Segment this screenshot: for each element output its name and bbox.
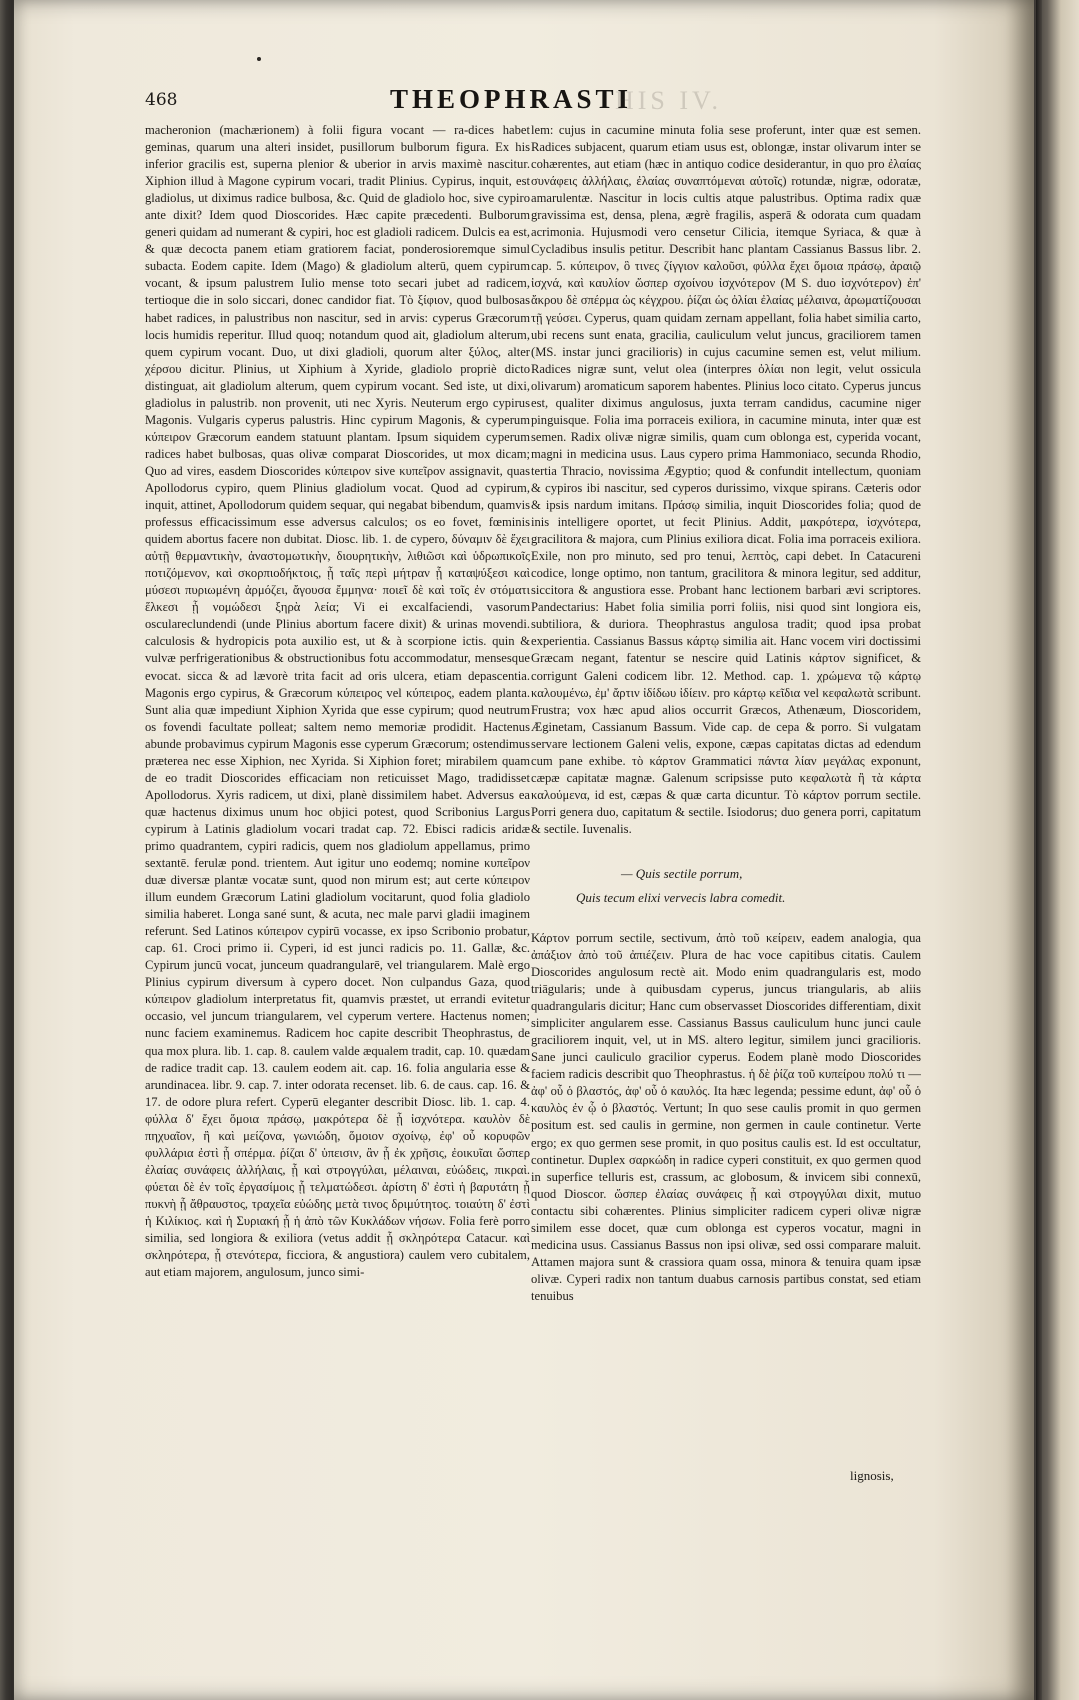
verse-line: — Quis sectile porrum,: [621, 865, 743, 881]
show-through-text: HIS IV.: [615, 86, 722, 115]
left-column-text: macheronion (machærionem) à folii figura vocant — ra-dices habet geminas, quarum una alteri insidet, pusillorum bulborum figura. Ex his inferior gracilis est, superna plenior & uberior in arvis maximè nascitur. Xiphion illud à Magone cypirum vocari, tradit Plinius. Cypirus, inquit, est gladiolus, ut diximus radice bulbosa, &c. Quid de gladiolo hoc, sive cypiro ante dixit? Idem quod Dioscorides. Hæc capite præcedenti. Bulborum generi quidam ad numerant & cypiri, hoc est gladioli radicem. Dulcis ea est, & quæ decocta panem etiam gratiorem faciat, ponderosioremque simul subacta. Eodem capite. Idem (Mago) & gladiolum alterū, quem cypirum vocant, & ipsum palustrem Iulio mense toto secari jubet ad radicem, tertioque die in solo siccari, donec candidor fiat. Τὸ ξίφιον, quod bulbosas habet radices, in palustribus non nascitur, sed in arvis: cyperus Græcorum locis humidis reperitur. Illud quoq; notandum quod ait, gladiolum alterum, quem cypirum vocant. Duo, ut dixi gladioli, quorum alter ξύλος, alter χέρσου dicitur. Plinius, ut Xiphium à Xyride, gladiolo propriè dicto distinguat, ait gladiolum alterum, quem cypirum vocant. Sed iste, ut dixi, gladiolus in palustrib. non provenit, uti nec Xyris. Neuterum ergo cypirus Magonis. Vulgaris cyperus palustris. Hinc cypirum Magonis, & cyperum κύπειρον Græcorum eandem statuunt plantam. Ipsum siquidem cyperum radices habet bulbosas, quas olivæ comparat Dioscorides, ut mox dicam; Quo ad vires, easdem Dioscorides κύπειρον sive κυπεῖρον assignavit, quas Apollodorus cypiro, quem Plinius gladiolum vocat. Quod ad cypirum, inquit, attinet, Apollodorum quidem sequar, qui negabat bibendum, quamvis professus efficacissimum esse adversus calculos; os eo fovet, fœminis quidem abortus facere non dubitat. Diosc. lib. 1. de cypero, δύναμιν δὲ ἔχει αὐτῇ θερμαντικὴν, ἀναστομωτικὴν, διουρητικὴν, λιθιῶσι καὶ ὑδρωπικοῖς ποτιζόμενον, καὶ σκορπιοδήκτοις, ᾗ ταῖς περὶ μήτραν ᾗ καταψύξεσι καὶ μύσεσι πυριωμένη ἀρμόζει, ἄγουσα ἔμμηνα· ποιεῖ δὲ καὶ τοῖς ἐν στόματι ἕλκεσι ᾗ νομώδεσι ξηρὰ λεία; Vi ei excalfaciendi, vasorum osculareclundendi (unde Plinius abortum facere dixit) & urinas movendi. calculosis & hydropicis pota auxilio est, ut & à scorpione ictis. quin & vulvæ perfrigerationibus & obstructionibus fotu accommodatur, mensesque evocat. sicca & ad lævorè trita facit ad oris ulcera, etiam depascentia. Magonis ergo cypirus, & Græcorum κύπειρος vel κύπειρος, eadem planta. Sunt alia quæ impediunt Xiphion Xyrida que esse cypirum; quod neutrum os fovendi facultate polleat; saltem nemo memoriæ prodidit. Hactenus abunde probavimus cypirum Magonis esse cyperum Græcorum; ostendimus præterea nec esse Xiphion, nec Xyrida. Si Xiphion foret; mirabilem quam de eo tradit Dioscorides efficaciam non reticuisset Mago, tradidisset Apollodorus. Xyris radicem, ut dixi, planè dissimilem habet. Adversus ea quæ hactenus diximus unum hoc objici potest, quod Scribonius Largus cypirum à Latinis gladiolum vocari tradat cap. 72. Ebisci radicis aridæ primo quadrantem, cypiri radicis, quem nos gladiolum appellamus, primo sextantē. ferulæ pond. trientem. Aut igitur uno eodemq; nomine κυπεῖρον duæ diversæ plantæ vocatæ sunt, quod non mirum est; aut certe κύπειρον illum eundem Græcorum Latini gladiolum vocitarunt, quod folia gladiolo similia haberet. Longa sané sunt, & acuta, nec male parvi gladii imaginem referunt. Sed Latinos κύπειρον cypirū vocasse, ex ipso Scribonio probatur, cap. 61. Croci primo ii. Cyperi, id est junci radicis po. 11. Gallæ, &c. Cypirum juncū vocat, junceum quadrangularē, vel triangularem. Malè ergo Plinius cypirum diversum à cypero docet. Non culpandus Gaza, quod κύπειρον gladiolum interpretatus fit, quamvis præstet, ut errandi evitetur occasio, vel juncum triangularem, vel cyperum vertere. Hactenus nomen; nunc faciem examinemus. Radicem hoc capite describit Theophrastus, de qua mox plura. lib. 1. cap. 8. caulem valde æqualem tradit, cap. 10. quædam de radice tradit cap. 13. caulem eodem ait. cap. 16. folia angularia esse & arundinacea. libr. 9. cap. 7. inter odorata recenset. lib. 6. de caus. cap. 16. & 17. de odore plura refert. Cyperū eleganter describit Diosc. lib. 1. cap. 4. φύλλα δ' ἔχει ὅμοια πράσῳ, μακρότερα δὲ ᾗ ἰσχνότερα. καυλὸν δὲ πηχυαῖον, ἢ καὶ μείζονα, γωνιώδη, ὅμοιον σχοίνῳ, ἐφ' οὗ κορυφῶν φυλλάρια ἐστὶ ᾗ σπέρμα. ῥίζαι δ' ὑπεισιν, ἂν ᾗ ἐκ χρῆσις, ἐοικυῖαι ὥσπερ ἐλαίας συνάφεις ἀλλήλαις, ᾗ καὶ στρογγύλαι, μέλαιναι, εὐώδεις, πικραὶ. φύεται δὲ ἐν τοῖς ἐργασίμοις ᾗ τελματώδεσι. ἀρίστη δ' ἐστὶ ἡ βαρυτάτη ᾗ πυκνὴ ᾗ ἄθραυστος, τραχεῖα εὐώδης μετὰ τινος δριμύτητος. τοιαύτη δ' ἐστὶ ἡ Κιλίκιος. καὶ ἡ Συριακή ᾗ ἡ ἀπὸ τῶν Κυκλάδων νήσων. Folia ferè porro similia, sed longiora & exiliora (vetus addit ᾗ σκληρότερα Catacur. καὶ σκληρότερα, ᾗ στενότερα, ficciora, & angustiora) caulem vero cubitalem, aut etiam majorem, angulosum, junco simi-: [145, 123, 530, 1280]
running-title: THEOPHRASTI: [390, 84, 633, 114]
catchword: lignosis,: [850, 1468, 894, 1483]
right-column-text-before: lem: cujus in cacumine minuta folia sese proferunt, inter quæ est semen. Radices subjacent, quarum etiam usus est, oblongæ, instar olivarum inter se cohærentes, aut etiam (hæc in antiquo codice desiderantur, in quo pro ἐλαίας συνάφεις ἀλλήλαις, ἐλαίας συναπτόμεναι αὐτοῖς) rotundæ, nigræ, odoratæ, amarulentæ. Nascitur in locis cultis atque palustribus. Optima radix quæ gravissima est, densa, plena, ægrè fragilis, asperā & odorata cum quadam acrimonia. Hujusmodi vero censetur Cilicia, itemque Syriaca, & quæ à Cycladibus insulis petitur. Describit hanc plantam Cassianus Bassus libr. 2. cap. 5. κύπειρον, ὃ τινες ζίγγιον καλοῦσι, φύλλα ἔχει ὅμοια πράσῳ, ἀραιῷ ἰσχνά, καὶ καυλίον ὥσπερ σχοίνου ἰσχνότερον (M S. duo ἰσχνότερον) ἐπ' ἄκρου δὲ σπέρμα ὡς κέγχρου. ῥίζαι ὡς ὀλίαι ἐλαίας μέλαινα, ἀρωματίζουσαι τῇ γεύσει. Cyperus, quam quidam zernam appellant, folia habet similia carto, ubi recens sunt enata, gracilia, cauliculum velut juncus, graciliorem tamen (MS. instar junci gracilioris) in cujus cacumine semen est, velut milium. Radices nigræ sunt, velut olea (interpres ὀλίαι non legit, velut ossicula olivarum) aromaticum saporem habentes. Plinius loco citato. Cyperus juncus est, qualiter diximus angulosus, juxta terram candidus, cacumine niger pinguisque. Folia ima porraceis exiliora, in cacumine minuta, inter quæ est semen. Radix olivæ nigræ similis, quam cum oblonga est, cyperida vocant, magni in medicina usus. Laus cypero prima Hammoniaco, secunda Rhodio, tertia Thracio, novissima Ægyptio; quod & confundit intellectum, quoniam & cypiros ibi nascitur, sed cyperos durissimo, vixque spirans. Cæteris odor & ipsis nardum imitans. Πράσῳ similia, inquit Dioscorides folia; quod de inis intelligere oportet, ut fecit Plinius. Addit, μακρότερα, ἰσχνότερα, gracilitora & majora, cum Plinius exiliora dicat. Folia ima porraceis exiliora. Exile, non pro minuto, sed pro tenui, λεπτὸς, capi debet. In Catacureni codice, longe optimo, non tantum, gracilitora & minora legitur, sed additur, siccitora & angustiora esse. Probant hanc lectionem barbari ævi scriptores. Pandectarius: Habet folia similia porri foliis, nisi quod sint longiora eis, subtiliora, & duriora. Theophrastus angulosa tradit; quod ipsa probat experientia. Cassianus Bassus κάρτῳ similia ait. Hanc vocem viri doctissimi Græcam negant, fatentur se nescire quid Latinis κάρτον significet, & corrigunt Galeni codicem libr. 12. Method. cap. 1. χρώμενα τῷ κάρτῳ καλουμένω, ἐμ' ἄρτιν ἰδίδωυ ἰδίειν. pro κάρτῳ κεῖδια vel κεφαλωτὰ scribunt. Frustra; vox hæc apud alios occurrit Græcos, Athenæum, Dioscoridem, Æginetam, Cassianum Bassum. Vide cap. de cepa & porro. Si vulgatam servare lectionem Galeni velis, expone, cæpas capitatas dictas ad edendum cum pane exhibe. τὸ κάρτον Grammatici πάντα λίαν μεγάλας exponunt, cæpæ capitatæ magnæ. Galenum scripsisse puto κεφαλωτὰ ἢ τὰ κάρτα καλούμενα, id est, cæpas & quæ carta dicuntur. Τὸ κάρτον porrum sectile. Porri genera duo, capitatum & sectile. Isiodorus; duo genera porri, capitatum & sectile. Iuvenalis.: [531, 123, 921, 836]
right-text-column: [531, 122, 921, 1452]
verse-line: Quis tecum elixi vervecis labra comedit.: [576, 889, 786, 905]
running-head: [145, 86, 985, 120]
page-number: 468: [145, 90, 178, 110]
ink-dot: [257, 57, 261, 61]
gutter-shadow: [1036, 0, 1042, 1700]
right-column-text-after: Κάρτον porrum sectile, sectivum, ἀπὸ τοῦ κείρειν, eadem analogia, qua ἀπάξιον ἀπὸ τοῦ ἀπιέζειν. Plura de hac voce capitibus citatis. Caulem Dioscorides angulosum rectè ait. Modo enim quadrangularis est, modo triāgularis; unde à quibusdam cyperus, juncus triangularis, ab aliis quadrangularis dicitur; Hanc cum observasset Dioscorides differentiam, dixit simpliciter angularem esse. Cassianus Bassus cauliculum hunc junci caule graciliorem inquit, vel, ut in MS. altero legitur, similem junci gracilioris. Sane junci cauliculo gracilior cyperus. Eodem planè modo Dioscorides faciem radicis describit quo Theophrastus. ἡ δὲ ῥίζα τοῦ κυπείρου πολύ τι — ἀφ' οὗ ὁ βλαστός, ἀφ' οὗ ὁ καυλός. Ita hæc legenda; pessime edunt, ἀφ' οὗ ὁ καυλὸς ἐν ᾧ ὁ βλαστός. Vertunt; In quo sese caulis promit in quo germen positum est. sed caulis in germine, non germen in caule continetur. Verte ergo; ex quo germen sese promit, in quo positus caulis est. Id est occultatur, continetur. Duplex σαρκώδη in radice cyperi constituit, ex quo germen quod in superfice telluris est, crassum, ac globosum, & invicem sibi connexū, quod Dioscor. ὥσπερ ἐλαίας συνάφεις ᾗ καὶ στρογγύλαι dixit, mutuo contactu sibi cohærentes. Plinius simpliciter radicem cyperi olivæ nigræ similem esse docet, quæ cum oblonga est cyperos vocatur, magni in medicina usus. Cassianus Bassus non ipsi olivæ, sed ossi comparare maluit. Attamen majora sunt & crassiora quam ossa, minora & tenuira quam ipsæ olivæ. Cyperi radix non tantum duabus carnosis partibus constat, sed etiam tenuibus: [531, 930, 921, 1303]
verse-quotation: [531, 862, 921, 910]
left-text-column: [145, 122, 530, 1552]
